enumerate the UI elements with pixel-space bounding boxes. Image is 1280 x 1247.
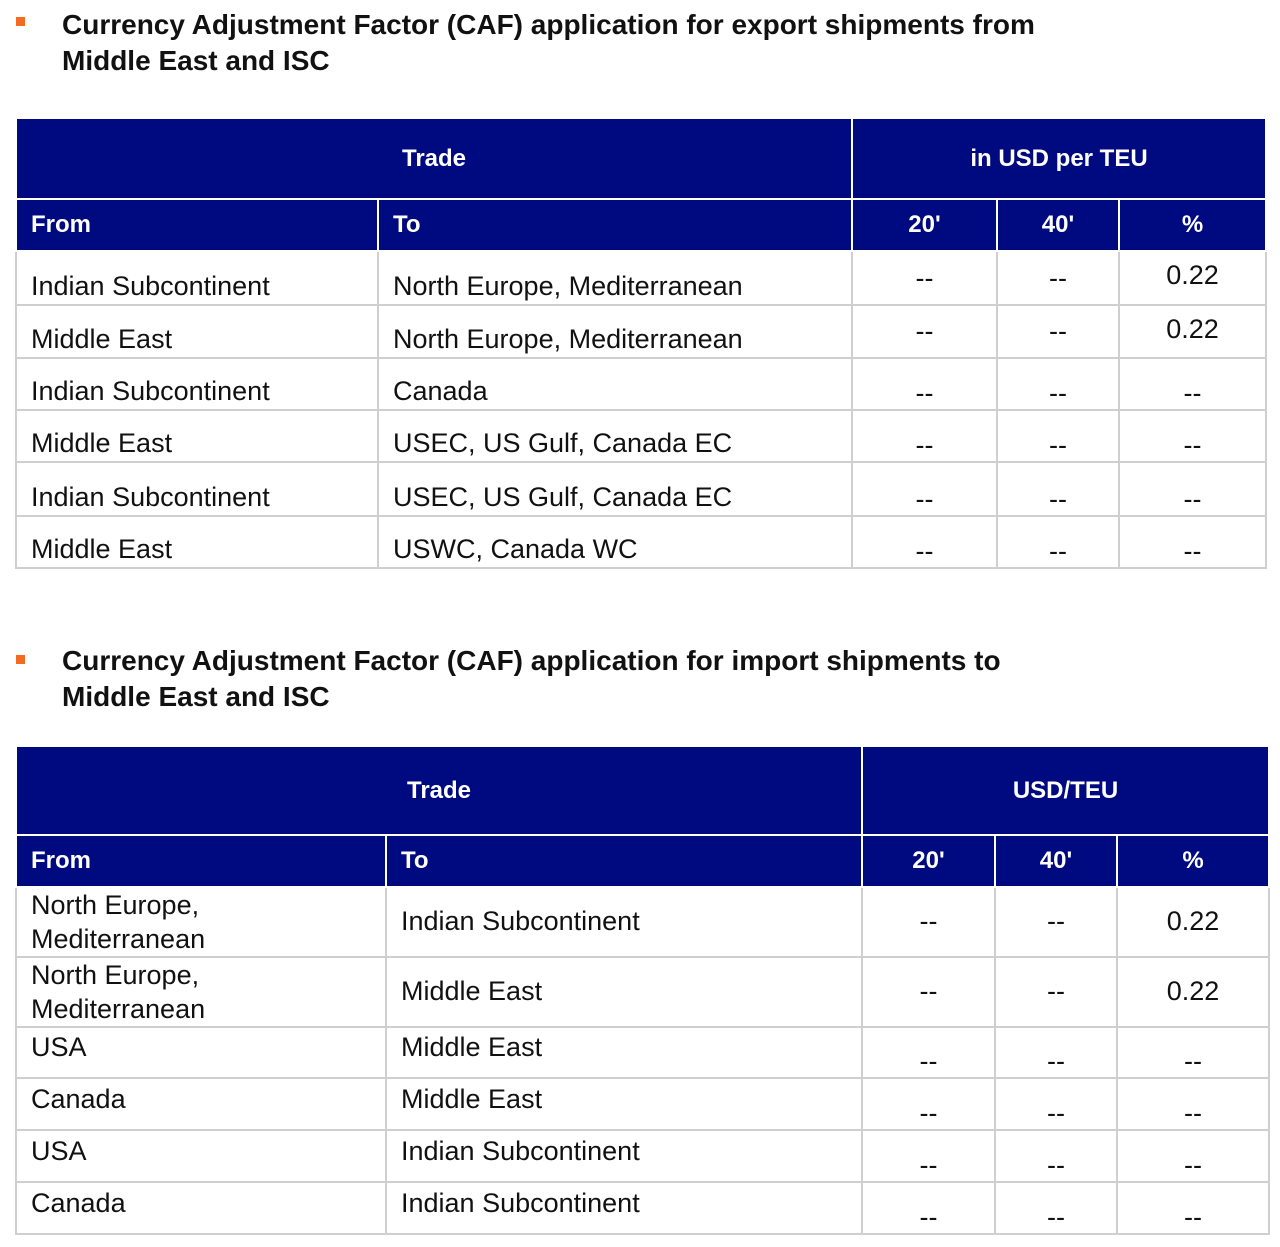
export-heading-line2: Middle East and ISC <box>62 45 330 76</box>
to-cell: USEC, US Gulf, Canada EC <box>378 410 852 462</box>
pct-cell: 0.22 <box>1119 305 1266 358</box>
table-row <box>16 1130 1269 1182</box>
to-cell: Canada <box>378 358 852 410</box>
pct-cell: -- <box>1119 410 1266 462</box>
c40-cell: -- <box>995 957 1117 1027</box>
bullet-icon <box>16 17 25 26</box>
col-40-header: 40' <box>995 835 1117 887</box>
to-cell: North Europe, Mediterranean <box>378 305 852 358</box>
from-header: From <box>16 835 386 887</box>
to-cell: Indian Subcontinent <box>386 1182 862 1234</box>
table-row <box>16 410 1266 462</box>
import-caf-table <box>15 745 1270 1235</box>
c20-cell: -- <box>862 1027 995 1078</box>
to-cell: Middle East <box>386 957 862 1027</box>
c20-cell: -- <box>862 1182 995 1234</box>
bullet-icon <box>16 655 25 664</box>
import-heading-line2: Middle East and ISC <box>62 681 330 712</box>
from-cell: Middle East <box>16 410 378 462</box>
c40-cell: -- <box>995 887 1117 957</box>
to-header: To <box>386 835 862 887</box>
unit-header: in USD per TEU <box>852 118 1266 199</box>
pct-cell: -- <box>1117 1078 1269 1130</box>
pct-cell: 0.22 <box>1117 957 1269 1027</box>
table-row <box>16 516 1266 568</box>
to-cell: Middle East <box>386 1078 862 1130</box>
table-row <box>16 1182 1269 1234</box>
from-header: From <box>16 199 378 251</box>
export-caf-table <box>15 117 1267 569</box>
import-heading-line1: Currency Adjustment Factor (CAF) application for import shipments to <box>62 645 1001 676</box>
to-header: To <box>378 199 852 251</box>
from-cell: Middle East <box>16 305 378 358</box>
export-heading <box>62 7 1242 79</box>
c20-cell: -- <box>862 957 995 1027</box>
from-cell: Canada <box>16 1078 386 1130</box>
table-row <box>16 358 1266 410</box>
from-cell: Middle East <box>16 516 378 568</box>
table-row <box>16 251 1266 305</box>
to-cell: Middle East <box>386 1027 862 1078</box>
from-cell: Canada <box>16 1182 386 1234</box>
unit-header: USD/TEU <box>862 746 1269 835</box>
pct-cell: -- <box>1119 462 1266 516</box>
table-row <box>16 1027 1269 1078</box>
pct-cell: 0.22 <box>1117 887 1269 957</box>
c40-cell: -- <box>997 516 1119 568</box>
c20-cell: -- <box>862 887 995 957</box>
pct-cell: -- <box>1117 1182 1269 1234</box>
c40-cell: -- <box>995 1078 1117 1130</box>
to-cell: USWC, Canada WC <box>378 516 852 568</box>
export-heading-line1: Currency Adjustment Factor (CAF) application for export shipments from <box>62 9 1035 40</box>
col-20-header: 20' <box>852 199 997 251</box>
c40-cell: -- <box>995 1027 1117 1078</box>
from-cell: North Europe, Mediterranean <box>16 887 386 957</box>
table-row <box>16 462 1266 516</box>
c20-cell: -- <box>852 358 997 410</box>
c40-cell: -- <box>995 1130 1117 1182</box>
from-cell: Indian Subcontinent <box>16 358 378 410</box>
pct-header: % <box>1117 835 1269 887</box>
c20-cell: -- <box>862 1078 995 1130</box>
c20-cell: -- <box>852 251 997 305</box>
to-cell: USEC, US Gulf, Canada EC <box>378 462 852 516</box>
table-row <box>16 887 1269 957</box>
pct-header: % <box>1119 199 1266 251</box>
import-heading <box>62 643 1242 715</box>
c20-cell: -- <box>852 516 997 568</box>
trade-header: Trade <box>16 118 852 199</box>
from-cell: USA <box>16 1027 386 1078</box>
to-cell: Indian Subcontinent <box>386 887 862 957</box>
c40-cell: -- <box>997 358 1119 410</box>
to-cell: Indian Subcontinent <box>386 1130 862 1182</box>
col-40-header: 40' <box>997 199 1119 251</box>
c20-cell: -- <box>852 410 997 462</box>
from-cell: Indian Subcontinent <box>16 251 378 305</box>
pct-cell: 0.22 <box>1119 251 1266 305</box>
pct-cell: -- <box>1117 1027 1269 1078</box>
table-row <box>16 957 1269 1027</box>
c40-cell: -- <box>997 251 1119 305</box>
c40-cell: -- <box>997 462 1119 516</box>
from-cell: USA <box>16 1130 386 1182</box>
c40-cell: -- <box>995 1182 1117 1234</box>
c20-cell: -- <box>852 462 997 516</box>
table-row <box>16 305 1266 358</box>
to-cell: North Europe, Mediterranean <box>378 251 852 305</box>
table-row <box>16 1078 1269 1130</box>
pct-cell: -- <box>1119 358 1266 410</box>
pct-cell: -- <box>1117 1130 1269 1182</box>
c20-cell: -- <box>852 305 997 358</box>
trade-header: Trade <box>16 746 862 835</box>
c40-cell: -- <box>997 305 1119 358</box>
from-cell: Indian Subcontinent <box>16 462 378 516</box>
c20-cell: -- <box>862 1130 995 1182</box>
c40-cell: -- <box>997 410 1119 462</box>
from-cell: North Europe, Mediterranean <box>16 957 386 1027</box>
pct-cell: -- <box>1119 516 1266 568</box>
col-20-header: 20' <box>862 835 995 887</box>
